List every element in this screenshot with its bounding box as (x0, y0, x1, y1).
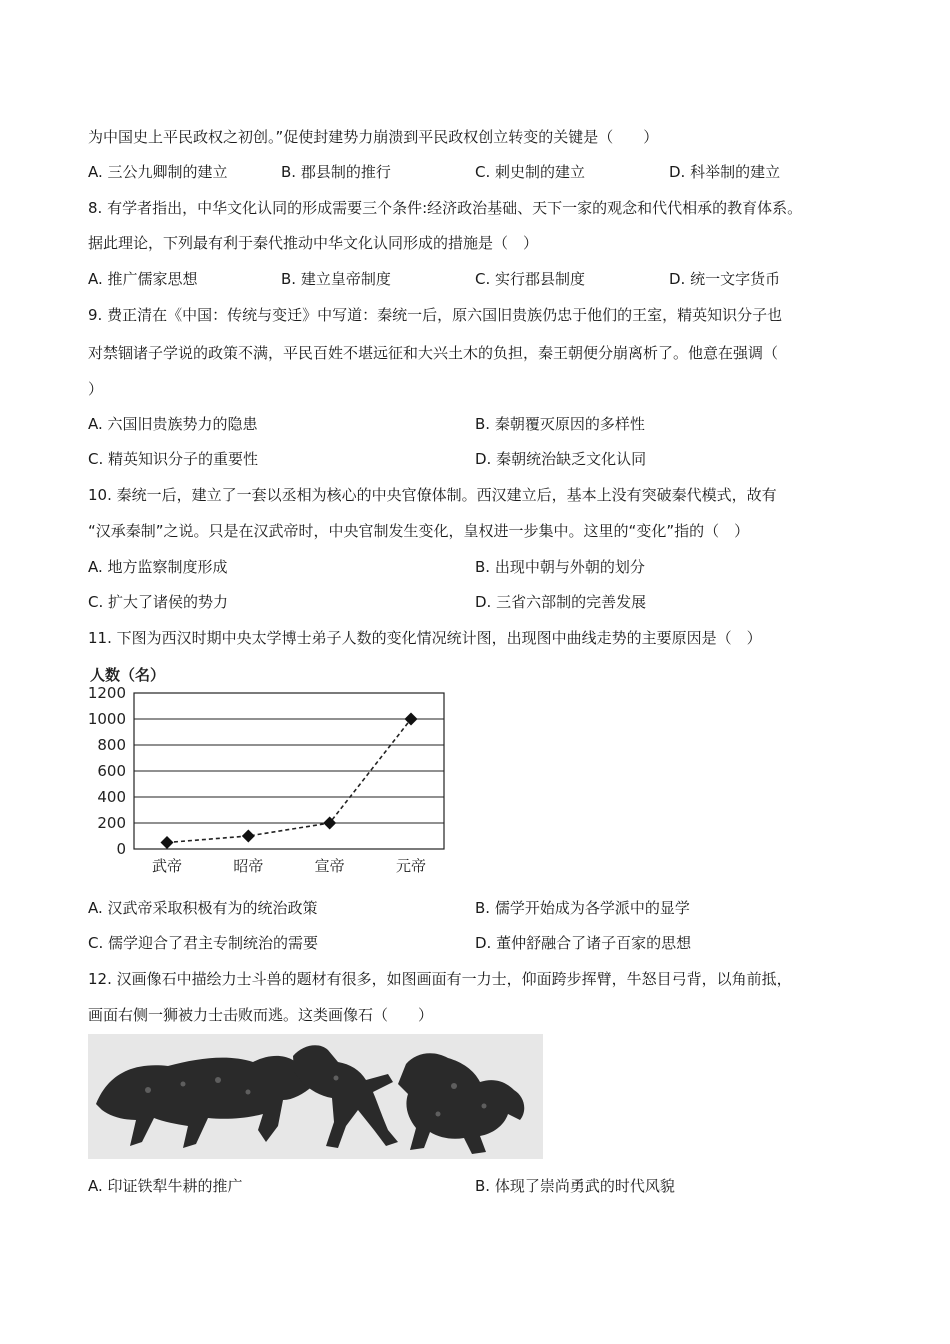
q10-option-c[interactable]: C. 扩大了诸侯的势力 (88, 593, 229, 611)
chart-data-point (161, 836, 174, 849)
chart-ylabel: 人数（名） (90, 666, 166, 684)
q11-option-c[interactable]: C. 儒学迎合了君主专制统治的需要 (88, 934, 319, 952)
q7-option-c[interactable]: C. 刺史制的建立 (475, 163, 586, 181)
chart-xtick-label: 元帝 (395, 857, 427, 875)
q8-option-c[interactable]: C. 实行郡县制度 (475, 270, 586, 288)
chart-series-line (167, 719, 411, 843)
q7-option-d[interactable]: D. 科举制的建立 (669, 163, 781, 181)
q11-option-b[interactable]: B. 儒学开始成为各学派中的显学 (475, 899, 690, 917)
q12-option-b[interactable]: B. 体现了崇尚勇武的时代风貌 (475, 1177, 675, 1195)
q9-stem-line3: ） (88, 380, 104, 398)
q12-stem-line1: 12. 汉画像石中描绘力士斗兽的题材有很多，如图画面有一力士，仰面跨步挥臂，牛怒目弓背，以角前抵， (88, 970, 792, 988)
q10-option-d[interactable]: D. 三省六部制的完善发展 (475, 593, 647, 611)
chart-xtick-label: 宣帝 (314, 857, 345, 875)
q9-stem-line1: 9. 费正清在《中国：传统与变迁》中写道：秦统一后，原六国旧贵族仍忠于他们的王室，精英知识分子也 (88, 306, 783, 324)
q8-option-a[interactable]: A. 推广儒家思想 (88, 270, 198, 288)
q8-stem-line1: 8. 有学者指出，中华文化认同的形成需要三个条件:经济政治基础、天下一家的观念和代代相承的教育体系。 (88, 199, 803, 217)
q7-option-a[interactable]: A. 三公九卿制的建立 (88, 163, 228, 181)
q9-option-c[interactable]: C. 精英知识分子的重要性 (88, 450, 259, 468)
q9-option-d[interactable]: D. 秦朝统治缺乏文化认同 (475, 450, 647, 468)
enrollment-line-chart (86, 662, 456, 877)
q8-option-d[interactable]: D. 统一文字货币 (669, 270, 781, 288)
q7-stem-tail: 为中国史上平民政权之初创。”促使封建势力崩溃到平民政权创立转变的关键是（ ） (88, 128, 659, 146)
q10-option-b[interactable]: B. 出现中朝与外朝的划分 (475, 558, 645, 576)
q12-option-a[interactable]: A. 印证铁犁牛耕的推广 (88, 1177, 243, 1195)
q8-stem-line2: 据此理论，下列最有利于秦代推动中华文化认同形成的措施是（ ） (88, 234, 539, 252)
q11-option-a[interactable]: A. 汉武帝采取积极有为的统治政策 (88, 899, 318, 917)
chart-ytick-label: 600 (97, 762, 126, 780)
q9-stem-line2: 对禁锢诸子学说的政策不满，平民百姓不堪远征和大兴土木的负担，秦王朝便分崩离析了。他意在强调（ (88, 344, 779, 362)
q7-option-b[interactable]: B. 郡县制的推行 (281, 163, 391, 181)
q9-option-b[interactable]: B. 秦朝覆灭原因的多样性 (475, 415, 645, 433)
chart-ytick-label: 200 (97, 814, 126, 832)
han-stone-relief-image (88, 1034, 543, 1159)
q11-stem-line1: 11. 下图为西汉时期中央太学博士弟子人数的变化情况统计图，出现图中曲线走势的主要原因是（ ） (88, 629, 762, 647)
chart-xtick-label: 昭帝 (233, 857, 264, 875)
q9-option-a[interactable]: A. 六国旧贵族势力的隐患 (88, 415, 258, 433)
chart-ytick-label: 0 (116, 840, 126, 858)
chart-ytick-label: 800 (97, 736, 126, 754)
q10-stem-line1: 10. 秦统一后，建立了一套以丞相为核心的中央官僚体制。西汉建立后，基本上没有突破秦代模式，故有 (88, 486, 777, 504)
chart-ytick-label: 400 (97, 788, 126, 806)
q11-option-d[interactable]: D. 董仲舒融合了诸子百家的思想 (475, 934, 692, 952)
chart-ytick-label: 1000 (87, 710, 126, 728)
q12-stem-line2: 画面右侧一狮被力士击败而逃。这类画像石（ ） (88, 1006, 434, 1024)
chart-ytick-label: 1200 (87, 684, 126, 702)
q8-option-b[interactable]: B. 建立皇帝制度 (281, 270, 391, 288)
q10-stem-line2: “汉承秦制”之说。只是在汉武帝时，中央官制发生变化，皇权进一步集中。这里的“变化”指的（ ） (88, 522, 750, 540)
chart-data-point (242, 830, 255, 843)
q10-option-a[interactable]: A. 地方监察制度形成 (88, 558, 228, 576)
chart-xtick-label: 武帝 (151, 857, 183, 875)
